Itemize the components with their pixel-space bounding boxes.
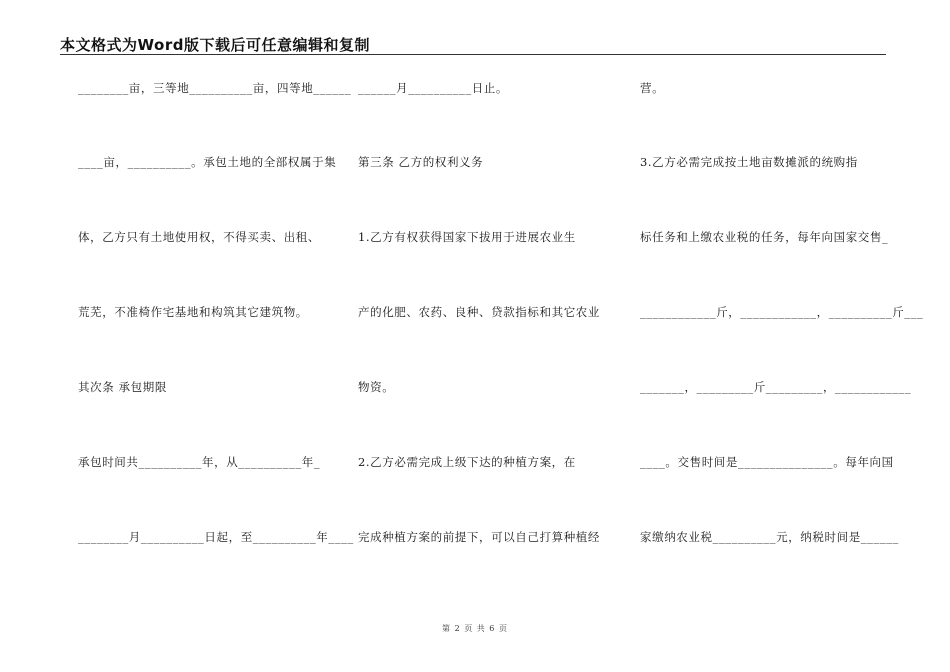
column-1-line-1: ________亩，三等地__________亩，四等地______ <box>78 81 352 95</box>
column-2-line-6: 2.乙方必需完成上级下达的种植方案，在 <box>358 455 576 469</box>
column-3-line-2: 3.乙方必需完成按土地亩数摊派的统购指 <box>640 155 858 169</box>
column-3-line-4: ____________斤，____________，__________斤___ <box>640 305 924 319</box>
column-1-line-3: 体，乙方只有土地使用权，不得买卖、出租、 <box>78 230 320 244</box>
column-3-line-3: 标任务和上缴农业税的任务，每年向国家交售_ <box>640 230 889 244</box>
column-2-line-1: ______月__________日止。 <box>358 81 508 95</box>
column-3-line-7: 家缴纳农业税__________元，纳税时间是______ <box>640 530 899 544</box>
text-column-2 <box>358 0 608 672</box>
column-2-line-2: 第三条 乙方的权利义务 <box>358 155 484 169</box>
column-3-line-5: _______，_________斤_________，____________ <box>640 380 912 394</box>
page-number-footer: 第 2 页 共 6 页 <box>442 624 508 633</box>
column-2-line-7: 完成种植方案的前提下，可以自己打算种植经 <box>358 530 600 544</box>
column-2-line-5: 物资。 <box>358 380 395 394</box>
column-1-line-5: 其次条 承包期限 <box>78 380 167 394</box>
column-1-line-4: 荒芜，不准椅作宅基地和构筑其它建筑物。 <box>78 305 308 319</box>
column-3-line-1: 营。 <box>640 81 665 95</box>
column-2-line-3: 1.乙方有权获得国家下拔用于进展农业生 <box>358 230 576 244</box>
column-1-line-6: 承包时间共__________年，从__________年_ <box>78 455 321 469</box>
column-3-line-6: ____。交售时间是_______________。每年向国 <box>640 455 894 469</box>
column-1-line-2: ____亩，__________。承包土地的全部权属于集 <box>78 155 337 169</box>
column-2-line-4: 产的化肥、农药、良种、贷款指标和其它农业 <box>358 305 600 319</box>
text-column-3 <box>640 0 924 672</box>
column-1-line-7: ________月__________日起，至__________年____ <box>78 530 354 544</box>
document-header-title: 本文格式为Word版下载后可任意编辑和复制 <box>60 36 370 54</box>
text-column-1 <box>78 0 354 672</box>
